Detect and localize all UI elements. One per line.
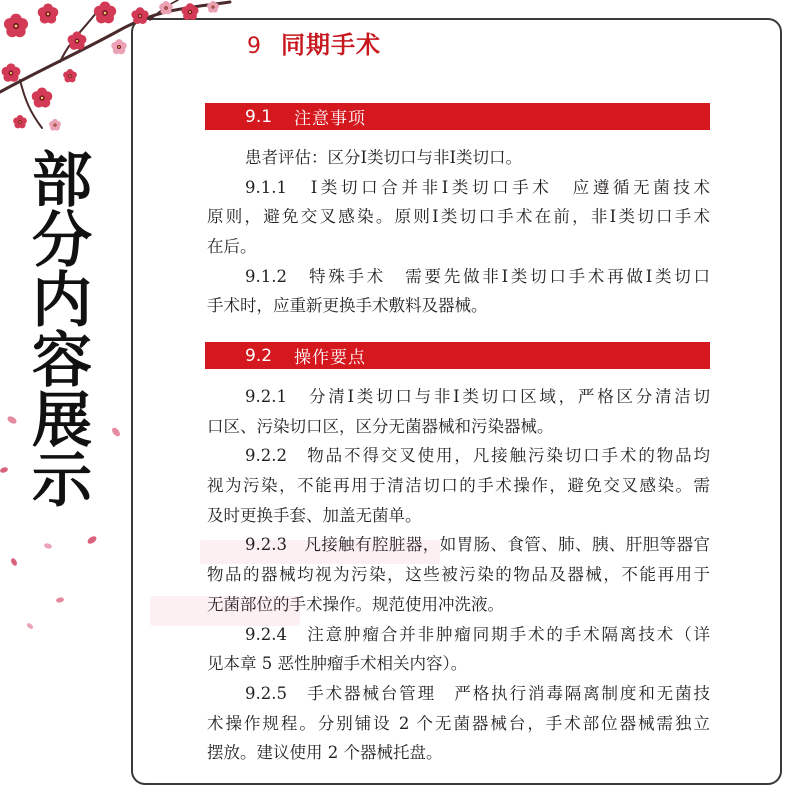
petal	[56, 597, 65, 603]
petal	[10, 557, 18, 566]
paragraph-line: 无菌部位的手术操作。规范使用冲洗液。	[207, 594, 504, 614]
petal	[0, 466, 9, 473]
plum-blossom-icon	[2, 63, 21, 81]
paragraph-line: 9.1.1 Ⅰ类切口合并非Ⅰ类切口手术 应遵循无菌技术	[245, 177, 710, 197]
plum-blossom-icon	[63, 69, 77, 82]
section-title: 注意事项	[294, 109, 367, 129]
paragraph-line: 9.2.4 注意肿瘤合并非肿瘤同期手术的手术隔离技术（详	[245, 624, 710, 644]
plum-blossom-icon	[207, 1, 219, 13]
paragraph-line: 原则，避免交叉感染。原则Ⅰ类切口手术在前，非Ⅰ类切口手术	[207, 207, 710, 227]
paragraph-line: 手术时，应重新更换手术敷料及器械。	[207, 296, 488, 316]
paragraph-line: 患者评估：区分Ⅰ类切口与非Ⅰ类切口。	[245, 148, 523, 167]
paragraph-line: 物品的器械均视为污染，这些被污染的物品及器械，不能再用于	[207, 565, 710, 585]
plum-blossom-icon	[13, 115, 27, 128]
petal	[26, 622, 34, 630]
paragraph-line: 9.2.3 凡接触有腔脏器，如胃肠、食管、肺、胰、肝胆等器官	[245, 535, 710, 555]
petal	[43, 543, 52, 550]
section-heading-bar	[205, 342, 710, 369]
paragraph-line: 9.1.2 特殊手术 需要先做非Ⅰ类切口手术再做Ⅰ类切口	[245, 266, 710, 286]
plum-blossom-icon	[32, 87, 53, 107]
plum-blossom-icon	[159, 1, 173, 14]
section-heading-bar	[205, 103, 710, 130]
paragraph-line: 见本章 5 恶性肿瘤手术相关内容）。	[207, 654, 468, 674]
chapter-number: 9	[247, 34, 261, 59]
plum-blossom-icon	[94, 2, 116, 24]
paragraph-line: 及时更换手套、加盖无菌单。	[207, 505, 422, 525]
paragraph-line: 9.2.5 手术器械台管理 严格执行消毒隔离制度和无菌技	[245, 683, 710, 703]
petal	[6, 415, 18, 425]
section-body	[207, 143, 710, 321]
chapter-title: 同期手术	[281, 31, 381, 59]
side-label: 部分内容展示	[22, 148, 92, 508]
plum-blossom-icon	[111, 39, 126, 54]
section-number: 9.1	[245, 106, 273, 127]
paragraph-line: 术操作规程。分别铺设 2 个无菌器械台，手术部位器械需独立	[207, 713, 710, 733]
plum-blossom-icon	[38, 3, 59, 23]
section-title: 操作要点	[294, 348, 367, 368]
section-number: 9.2	[245, 345, 273, 366]
paragraph-line: 在后。	[207, 237, 257, 257]
paragraph-line: 9.2.2 物品不得交叉使用，凡接触污染切口手术的物品均	[245, 446, 710, 466]
plum-blossom-icon	[68, 31, 87, 49]
petal	[86, 535, 98, 546]
plum-blossom-icon	[49, 119, 61, 131]
paragraph-line: 摆放。建议使用 2 个器械托盘。	[207, 743, 443, 763]
chapter-heading	[247, 28, 381, 64]
plum-blossom-icon	[4, 14, 28, 38]
paragraph-line: 9.2.1 分清Ⅰ类切口与非Ⅰ类切口区域，严格区分清洁切	[245, 387, 710, 406]
paragraph-line: 视为污染，不能再用于清洁切口的手术操作，避免交叉感染。需	[207, 476, 710, 496]
paragraph-line: 口区、污染切口区，区分无菌器械和污染器械。	[207, 416, 554, 436]
petal	[110, 426, 121, 438]
section-body	[207, 382, 710, 768]
